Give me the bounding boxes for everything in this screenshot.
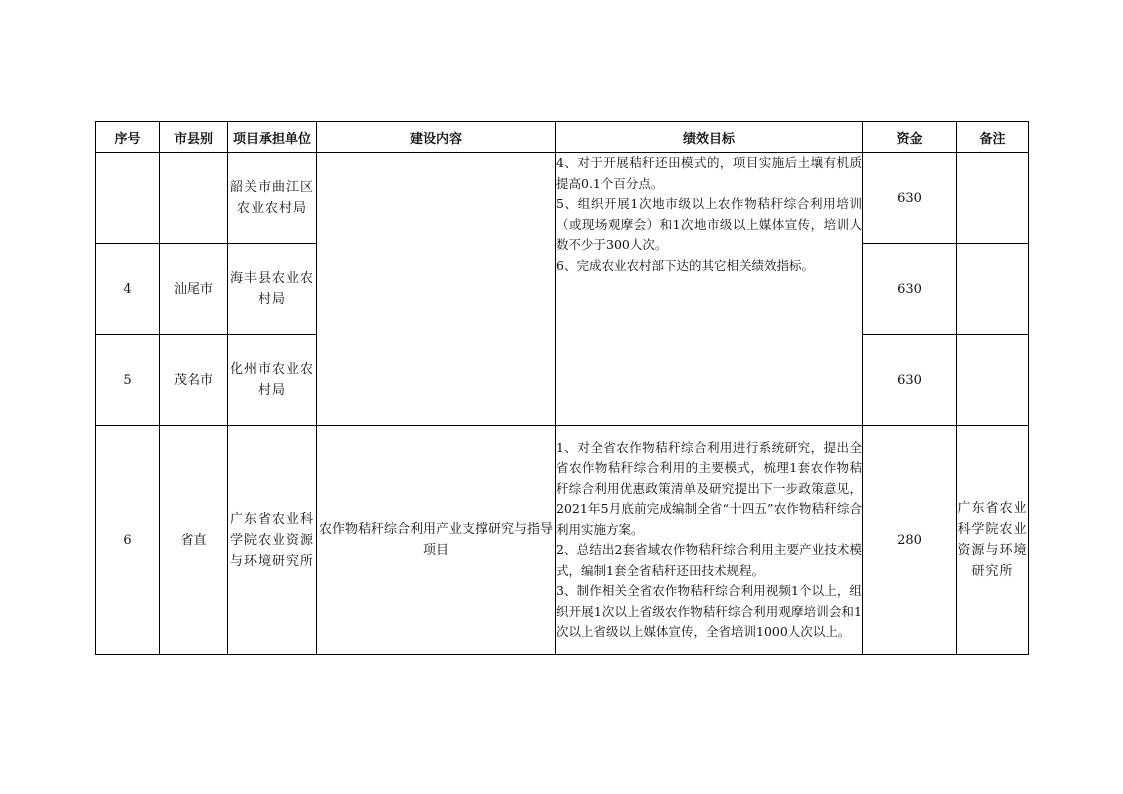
row-serial: 4 [96,244,160,335]
row-unit: 广东省农业科学院农业资源与环境研究所 [228,426,317,655]
goal-item: 1、对全省农作物秸秆综合利用进行系统研究，提出全省农作物秸秆综合利用的主要模式，梳理1套农作物秸秆综合利用优惠政策清单及研究提出下一步政策意见，2021年5月底前完成编制全省“十四五”农作物秸秆综合利用实施方案。 [556,439,862,537]
header-serial: 序号 [96,122,160,153]
header-content: 建设内容 [317,122,556,153]
row-serial: 6 [96,426,160,655]
row-fund: 630 [863,153,957,244]
row-content: 农作物秸秆综合利用产业支撑研究与指导项目 [317,426,556,655]
row-fund: 280 [863,426,957,655]
goal-item: 6、完成农业农村部下达的其它相关绩效指标。 [556,257,814,273]
header-city: 市县别 [160,122,228,153]
table-header-row [96,122,1029,153]
row-note: 广东省农业科学院农业资源与环境研究所 [957,426,1029,655]
goal-item: 5、组织开展1次地市级以上农作物秸秆综合利用培训（或现场观摩会）和1次地市级以上媒体宣传，培训人数不少于300人次。 [556,196,862,252]
row-note [957,335,1029,426]
goal-item: 2、总结出2套省域农作物秸秆综合利用主要产业技术模式，编制1套全省秸秆还田技术规程。 [556,542,862,578]
row6-goals-cell [556,426,863,655]
goal-item: 4、对于开展秸秆还田模式的，项目实施后土壤有机质提高0.1个百分点。 [556,155,862,191]
table-row [96,426,1029,655]
row-unit: 化州市农业农村局 [228,335,317,426]
row-note [957,244,1029,335]
table-row [96,153,1029,244]
header-goal: 绩效目标 [556,122,863,153]
row-fund: 630 [863,244,957,335]
row-city: 汕尾市 [160,244,228,335]
row-unit: 韶关市曲江区农业农村局 [228,153,317,244]
row-fund: 630 [863,335,957,426]
row-city [160,153,228,244]
goal-item: 3、制作相关全省农作物秸秆综合利用视频1个以上，组织开展1次以上省级农作物秸秆综合利用观摩培训会和1次以上省级以上媒体宣传，全省培训1000人次以上。 [556,583,862,639]
row-unit: 海丰县农业农村局 [228,244,317,335]
row-serial [96,153,160,244]
header-unit: 项目承担单位 [228,122,317,153]
row-serial: 5 [96,335,160,426]
header-fund: 资金 [863,122,957,153]
row-city: 省直 [160,426,228,655]
row-note [957,153,1029,244]
row-city: 茂名市 [160,335,228,426]
header-note: 备注 [957,122,1029,153]
row-content-merged [317,153,556,426]
project-table [95,121,1029,655]
shared-goals-cell [556,153,863,426]
